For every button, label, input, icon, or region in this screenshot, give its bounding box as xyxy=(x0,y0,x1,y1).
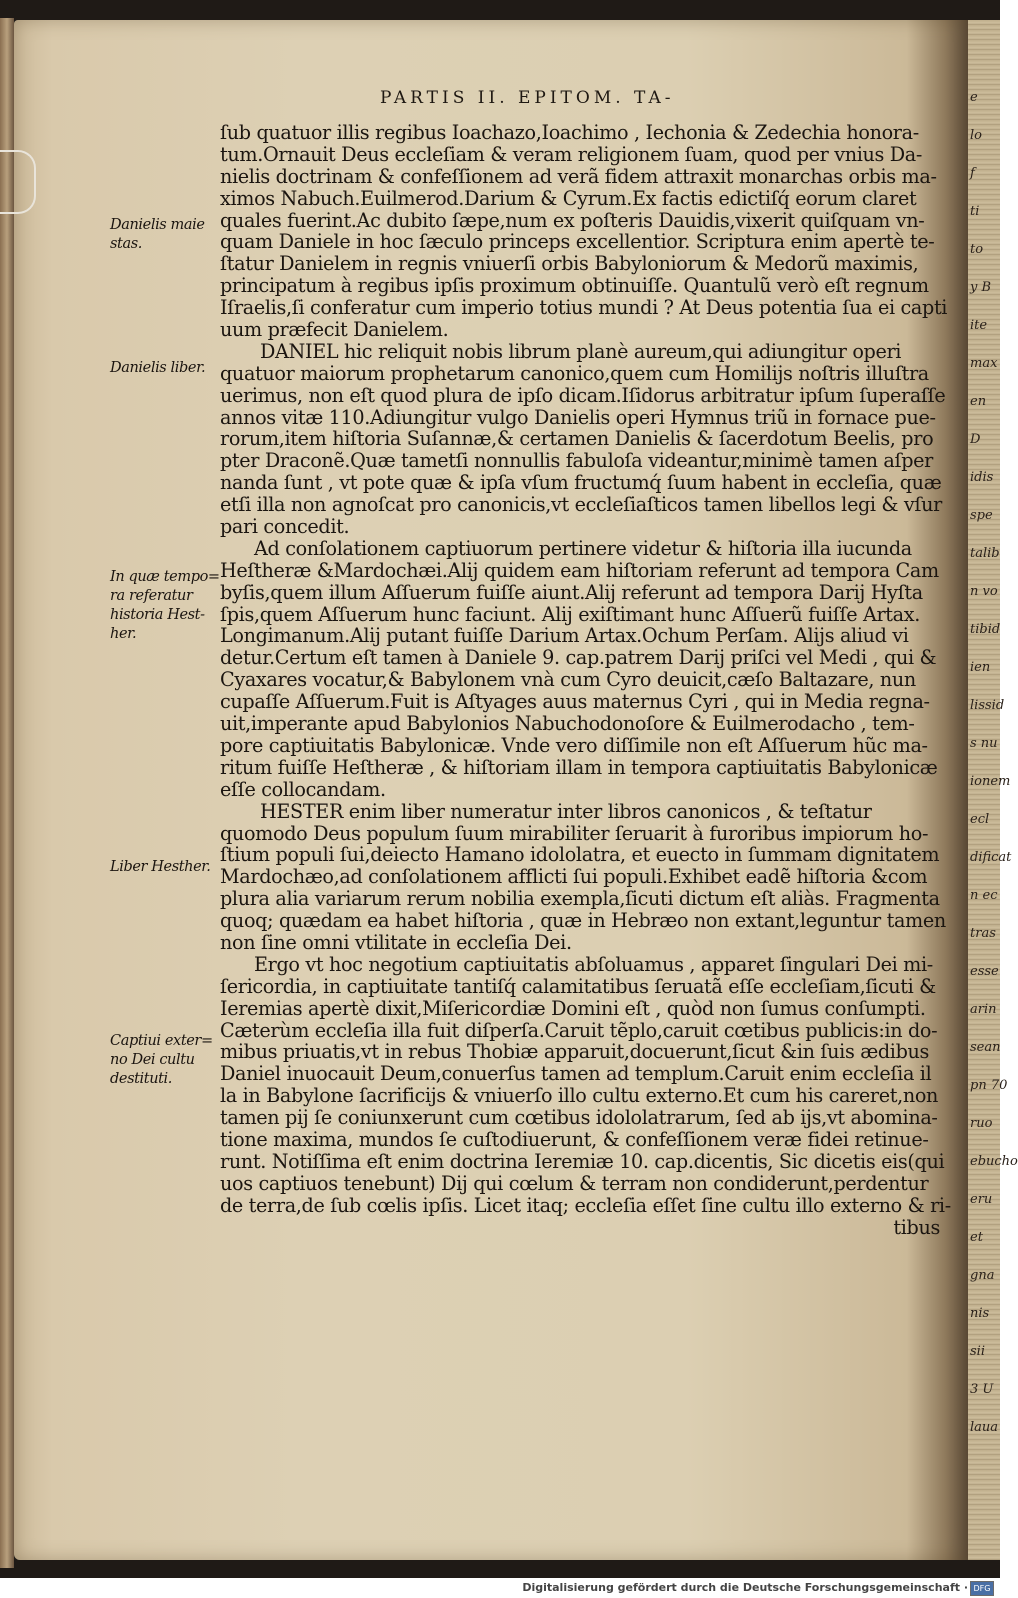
margin-note-line: historia Hest- xyxy=(110,607,205,623)
text-line: de terra,de ſub cœlis ipſis. Licet itaq; eccleſia eſſet ſine cultu illo externo & ri- xyxy=(220,1193,951,1217)
facing-page-fragment: idis xyxy=(970,470,994,485)
text-line: Heſtheræ &Mardochæi.Alij quidem eam hiſtoriam referunt ad tempora Cam xyxy=(220,558,939,582)
text-line: ſpis,quem Aſſuerum hunc faciunt. Alij exiſtimant hunc Aſſuerũ fuiſſe Artax. xyxy=(220,602,920,626)
text-line: Longimanum.Alij putant fuiſſe Darium Artax.Ochum Perſam. Alijs aliud vi xyxy=(220,624,909,648)
facing-page-fragment: ecl xyxy=(970,812,990,827)
text-line: annos vitæ 110.Adiungitur vulgo Danielis operi Hymnus triũ in fornace pue- xyxy=(220,405,936,429)
text-line: la in Babylone ſacrificijs & vniuerſo illo cultu externo.Et cum his careret,non xyxy=(220,1084,939,1108)
facing-page-fragment: 3 U xyxy=(970,1382,994,1397)
facing-page-fragment: ien xyxy=(970,660,991,675)
text-line: DANIEL hic reliquit nobis librum planè aureum,qui adiungitur operi xyxy=(260,339,902,363)
clip-outline xyxy=(0,150,36,214)
text-line: rorum,item hiſtoria Suſannæ,& certamen Danielis & ſacerdotum Beelis, pro xyxy=(220,427,934,451)
text-line: Iſraelis,ſi conferatur cum imperio totius mundi ? At Deus potentia ſua ei capti xyxy=(220,296,948,320)
margin-note-line: Captiui exter= xyxy=(110,1033,213,1049)
margin-note xyxy=(110,568,218,644)
dfg-logo: DFG xyxy=(970,1581,994,1596)
facing-page-fragment: f xyxy=(970,166,975,181)
facing-page-fragment: eru xyxy=(970,1192,993,1207)
facing-page-fragment: n vo xyxy=(970,584,998,599)
facing-page-fragment: n ec xyxy=(970,888,998,903)
text-line: eſſe collocandam. xyxy=(220,777,386,801)
text-line: tamen pij ſe coniunxerunt cum cœtibus idololatrarum, ſed ab ijs,vt abomina- xyxy=(220,1106,938,1130)
footer-bar xyxy=(0,1578,1000,1598)
facing-page-fragment: arin xyxy=(970,1002,997,1017)
text-line: tione maxima, mundos ſe cuſtodiuerunt, & confeſſionem veræ fidei retinue- xyxy=(220,1127,929,1151)
text-line: non ſine omni vtilitate in eccleſia Dei. xyxy=(220,930,572,954)
facing-page-fragment: spe xyxy=(970,508,993,523)
facing-page-fragment: laua xyxy=(970,1420,999,1435)
facing-page-fragment: pn 70 xyxy=(970,1078,1008,1093)
margin-note xyxy=(110,1032,218,1089)
text-line: pter Draconẽ.Quæ tametſi nonnullis fabuloſa videantur,minimè tamen aſper xyxy=(220,449,933,473)
margin-note xyxy=(110,216,218,254)
text-line: uit,imperante apud Babylonios Nabuchodonoſore & Euilmerodacho , tem- xyxy=(220,712,915,736)
facing-page-fragment: sean xyxy=(970,1040,1001,1055)
margin-note xyxy=(110,359,218,378)
margin-note-line: ra referatur xyxy=(110,588,193,604)
margin-note-line: Liber Hesther. xyxy=(110,859,211,875)
facing-page-fragment: ebucho xyxy=(970,1154,1018,1169)
margin-note-line: In quæ tempo= xyxy=(110,569,220,585)
margin-note-line: destituti. xyxy=(110,1071,173,1087)
text-line: ſtatur Danielem in regnis vniuerſi orbis Babyloniorum & Medorũ maximis, xyxy=(220,252,919,276)
text-line: nanda ſunt , vt pote quæ & ipſa vſum fructumq́ ſuum habent in eccleſia, quæ xyxy=(220,471,942,495)
facing-page-fragment: et xyxy=(970,1230,983,1245)
facing-page-fragment: ionem xyxy=(970,774,1011,789)
text-line: ritum fuiſſe Heſtheræ , & hiſtoriam illam in tempora captiuitatis Babylonicæ xyxy=(220,755,938,779)
facing-page-fragment: ite xyxy=(970,318,988,333)
text-line: pari concedit. xyxy=(220,515,350,539)
text-line: principatum à regibus ipſis proximum obtinuiſſe. Quantulũ verò eſt regnum xyxy=(220,274,929,298)
facing-page-fragment: ruo xyxy=(970,1116,993,1131)
text-line: uerimus, non eſt quod plura de ipſo dicam.Iſidorus arbitratur ipſum ſuperaſſe xyxy=(220,383,946,407)
text-line: Ieremias apertè dixit,Miſericordiæ Domini eſt , quòd non ſumus conſumpti. xyxy=(220,996,926,1020)
text-line: quales fuerint.Ac dubito ſæpe,num ex poſteris Dauidis,vixerit quiſquam vn- xyxy=(220,208,925,232)
facing-page-fragment: nis xyxy=(970,1306,990,1321)
text-line: ſub quatuor illis regibus Ioachazo,Ioachimo , Iechonia & Zedechia honora- xyxy=(220,121,919,144)
text-line: ſtium populi ſui,deiecto Hamano idololatra, et euecto in ſummam dignitatem xyxy=(220,843,940,867)
facing-page-fragment: en xyxy=(970,394,987,409)
facing-page-fragment: lo xyxy=(970,128,982,143)
text-line: Ad conſolationem captiuorum pertinere videtur & hiſtoria illa iucunda xyxy=(254,536,912,560)
text-line: Cæterùm eccleſia illa fuit diſperſa.Caruit tẽplo,caruit cœtibus publicis:in do- xyxy=(220,1018,938,1042)
margin-note-line: stas. xyxy=(110,236,142,252)
text-line: uos captiuos tenebunt) Dij qui cœlum & terram non condiderunt,perdentur xyxy=(220,1171,929,1195)
funding-credit: Digitalisierung gefördert durch die Deutsche Forschungsgemeinschaft · xyxy=(522,1581,968,1594)
facing-page-fragment: lissid xyxy=(970,698,1005,713)
facing-page-fragment: esse xyxy=(970,964,999,979)
text-line: Daniel inuocauit Deum,conuerſus tamen ad templum.Caruit enim eccleſia il xyxy=(220,1062,932,1086)
facing-page-fragment: D xyxy=(970,432,981,447)
margin-note-line: her. xyxy=(110,626,137,642)
text-line: tibus xyxy=(893,1215,940,1239)
facing-page-fragment: to xyxy=(970,242,984,257)
text-line: ſericordia, in captiuitate tantiſq́ calamitatibus ſeruatã eſſe eccleſiam,ſicuti & xyxy=(220,974,936,998)
text-line: detur.Certum eſt tamen à Daniele 9. cap.patrem Darij priſci vel Medi , qui & xyxy=(220,646,937,670)
facing-page-fragment: y B xyxy=(970,280,992,295)
text-line: HESTER enim liber numeratur inter libros canonicos , & teſtatur xyxy=(260,799,872,823)
margin-note-line: Danielis liber. xyxy=(110,360,206,376)
text-line: quomodo Deus populum ſuum mirabiliter ſeruarit à furoribus impiorum ho- xyxy=(220,821,929,845)
margin-note xyxy=(110,858,218,877)
text-line: plura alia variarum rerum nobilia exempla,ſicuti dictum eſt aliàs. Fragmenta xyxy=(220,887,940,911)
facing-page-fragment: ti xyxy=(970,204,980,219)
margin-note-line: Danielis maie xyxy=(110,217,205,233)
text-line: Ergo vt hoc negotium captiuitatis abſoluamus , apparet ſingulari Dei mi- xyxy=(254,952,933,976)
text-line: Mardochæo,ad conſolationem afflicti ſui populi.Exhibet eadẽ hiſtoria &com xyxy=(220,865,928,889)
facing-page-fragment: s nu xyxy=(970,736,998,751)
text-line: quam Daniele in hoc ſæculo princeps excellentior. Scriptura enim apertè te- xyxy=(220,230,935,254)
text-line: pore captiuitatis Babylonicæ. Vnde vero diſſimile non eſt Aſſuerum hũc ma- xyxy=(220,733,928,757)
text-line: byſis,quem illum Aſſuerum fuiſſe aiunt.Alij referunt ad tempora Darij Hyſta xyxy=(220,580,923,604)
facing-page-fragment: dificat xyxy=(970,850,1012,865)
text-line: mibus priuatis,vt in rebus Thobiæ apparuit,docuerunt,ſicut &in ſuis ædibus xyxy=(220,1040,930,1064)
margin-note-line: no Dei cultu xyxy=(110,1052,195,1068)
running-head: PARTIS II. EPITOM. TA- xyxy=(380,88,675,108)
text-line: Cyaxares vocatur,& Babylonem vnà cum Cyro deuicit,cæſo Baltazare, nun xyxy=(220,668,916,692)
text-line: tum.Ornauit Deus eccleſiam & veram religionem ſuam, quod per vnius Da- xyxy=(220,142,922,166)
text-line: quoq; quædam ea habet hiſtoria , quæ in Hebræo non extant,leguntur tamen xyxy=(220,909,946,933)
body-text xyxy=(220,121,951,1239)
text-line: runt. Notiſſima eſt enim doctrina Ieremiæ 10. cap.dicentis, Sic dicetis eis(qui xyxy=(220,1149,945,1173)
facing-page-edge xyxy=(968,20,1018,1560)
facing-page-fragment: sii xyxy=(970,1344,985,1359)
facing-page-fragment: max xyxy=(970,356,998,371)
facing-page-fragment: tibid xyxy=(970,622,1001,637)
facing-page-fragment: gna xyxy=(970,1268,995,1283)
text-line: nielis doctrinam & confeſſionem ad verã fidem attraxit monarchas orbis ma- xyxy=(220,164,937,188)
text-line: cupaſſe Aſſuerum.Fuit is Aſtyages auus maternus Cyri , qui in Media regna- xyxy=(220,690,930,714)
facing-page-fragment: tras xyxy=(970,926,996,941)
facing-page-fragment: talib xyxy=(970,546,1000,561)
text-line: etſi illa non agnoſcat pro canonicis,vt eccleſiaſticos tamen libellos legi & vſur xyxy=(220,493,942,517)
text-line: ximos Nabuch.Euilmerod.Darium & Cyrum.Ex factis edictiſq́ eorum claret xyxy=(220,186,917,210)
text-line: quatuor maiorum prophetarum canonico,quem cum Homilijs noſtris illuſtra xyxy=(220,361,929,385)
book-spine-edge xyxy=(0,18,14,1568)
facing-page-fragment: e xyxy=(970,90,978,105)
text-line: uum præfecit Danielem. xyxy=(220,318,449,342)
